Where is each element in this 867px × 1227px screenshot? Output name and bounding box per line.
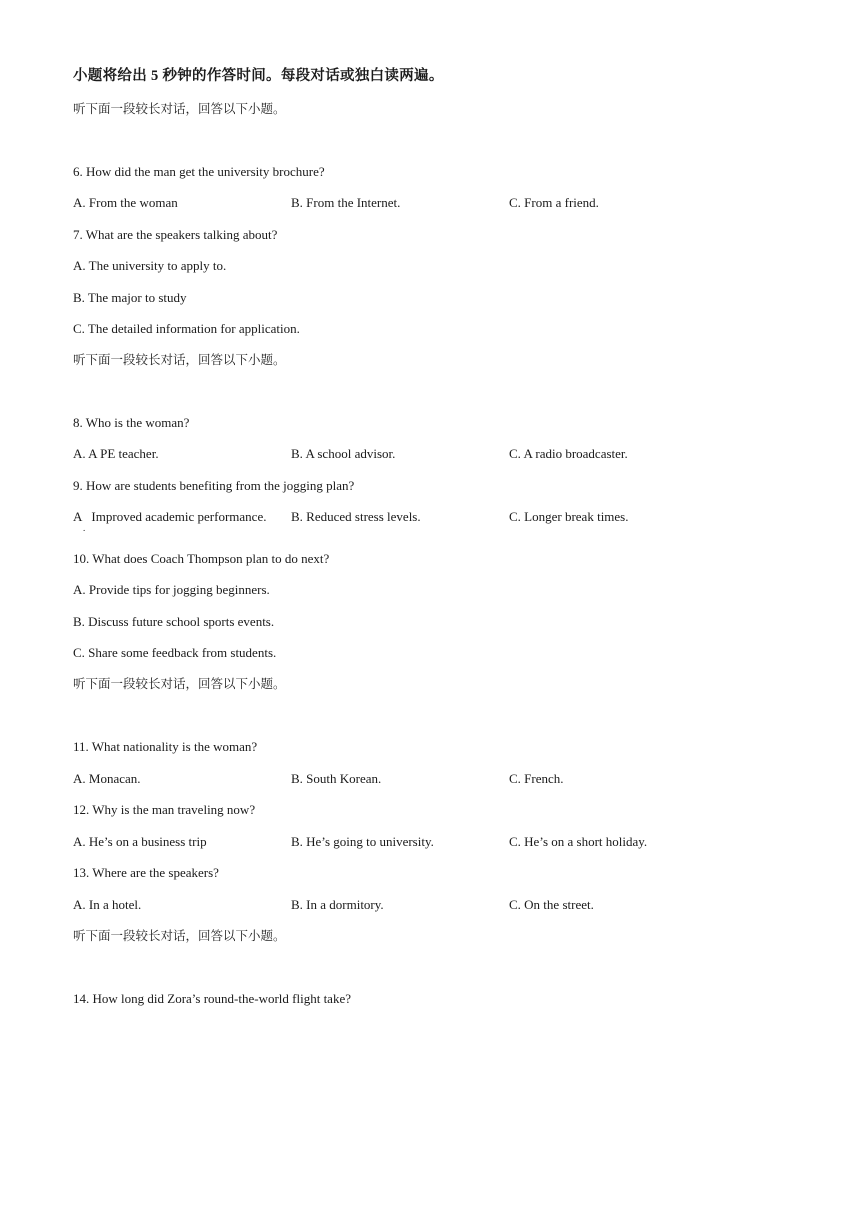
question-7: 7. What are the speakers talking about? [73,227,278,242]
option-9b[interactable]: B. Reduced stress levels. [291,509,421,524]
option-11a[interactable]: A. Monacan. [73,771,141,786]
option-7a[interactable]: A. The university to apply to. [73,258,227,273]
option-8c[interactable]: C. A radio broadcaster. [509,446,628,461]
option-7b[interactable]: B. The major to study [73,290,187,305]
option-10b[interactable]: B. Discuss future school sports events. [73,614,275,629]
option-13c[interactable]: C. On the street. [509,897,594,912]
option-11c[interactable]: C. French. [509,771,564,786]
question-9: 9. How are students benefiting from the jogging plan? [73,478,355,493]
option-10c[interactable]: C. Share some feedback from students. [73,645,277,660]
options-11 [73,771,793,787]
question-6: 6. How did the man get the university brochure? [73,164,325,179]
option-8a[interactable]: A. A PE teacher. [73,446,159,461]
question-11: 11. What nationality is the woman? [73,739,258,754]
option-8b[interactable]: B. A school advisor. [291,446,396,461]
options-13 [73,897,793,913]
option-12b[interactable]: B. He’s going to university. [291,834,434,849]
option-6a[interactable]: A. From the woman [73,195,178,210]
option-9a[interactable]: A Improved academic performance. [73,509,267,524]
question-13: 13. Where are the speakers? [73,865,219,880]
question-8: 8. Who is the woman? [73,415,190,430]
question-10: 10. What does Coach Thompson plan to do next? [73,551,330,566]
instruction-2: 听下面一段较长对话，回答以下小题。 [73,352,286,367]
option-12a[interactable]: A. He’s on a business trip [73,834,207,849]
instruction-3: 听下面一段较长对话，回答以下小题。 [73,676,286,691]
option-13b[interactable]: B. In a dormitory. [291,897,384,912]
section-header [73,68,444,84]
option-9c[interactable]: C. Longer break times. [509,509,629,524]
instruction-4: 听下面一段较长对话，回答以下小题。 [73,928,286,943]
question-14: 14. How long did Zora’s round-the-world flight take? [73,991,351,1006]
option-11b[interactable]: B. South Korean. [291,771,382,786]
question-12: 12. Why is the man traveling now? [73,802,256,817]
header-suffix: 秒钟的作答时间。每段对话或独白读两遍。 [162,68,444,84]
option-9a-mark: . [83,523,86,533]
options-9 [73,509,793,533]
option-6c[interactable]: C. From a friend. [509,195,599,210]
option-13a[interactable]: A. In a hotel. [73,897,142,912]
option-7c[interactable]: C. The detailed information for application. [73,321,300,336]
header-prefix: 小题将给出 [73,68,147,84]
option-12c[interactable]: C. He’s on a short holiday. [509,834,648,849]
options-12 [73,834,793,850]
options-6 [73,195,793,211]
option-10a[interactable]: A. Provide tips for jogging beginners. [73,582,270,597]
instruction-1: 听下面一段较长对话，回答以下小题。 [73,101,286,116]
header-number: 5 [150,68,159,84]
options-8 [73,446,793,462]
option-6b[interactable]: B. From the Internet. [291,195,401,210]
